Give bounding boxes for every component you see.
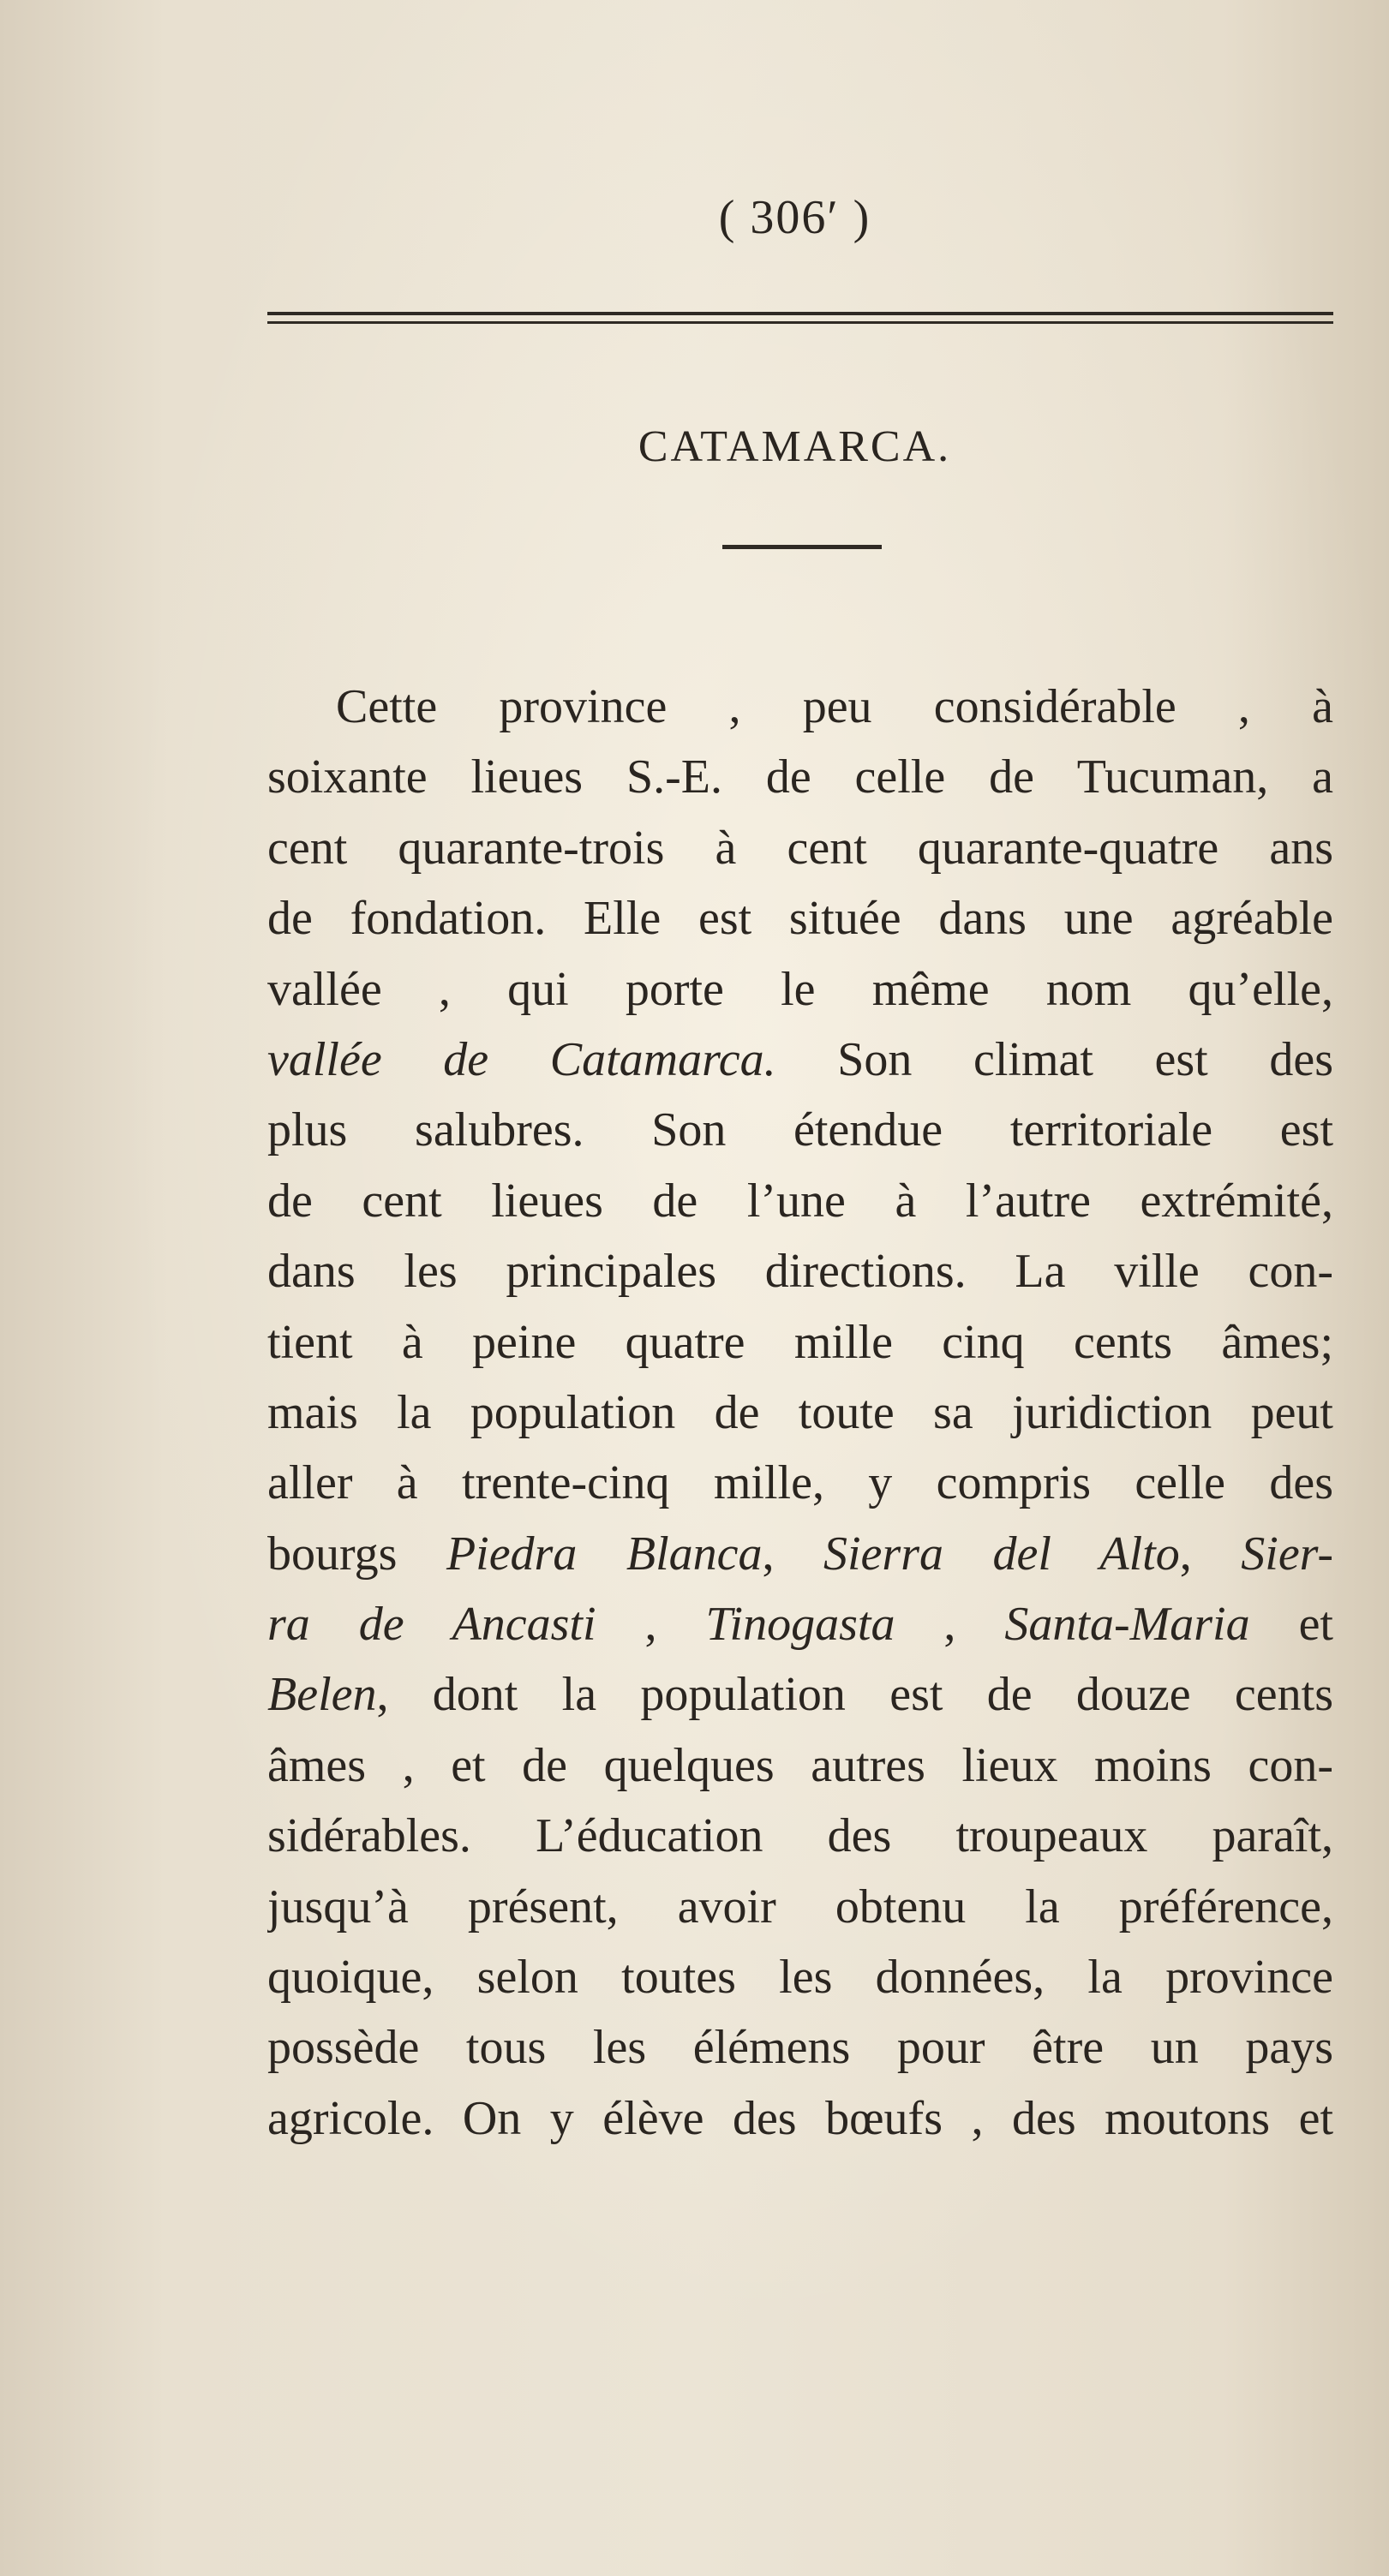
italic-segment: Sierra del Alto [823,1527,1180,1581]
text-segment: , dont la population est de douze cents [376,1668,1333,1722]
text-segment: et [1249,1598,1333,1652]
text-line [267,1307,1333,1378]
text-segment: de cent lieues de l’une à l’autre extrémité, [267,1174,1333,1228]
text-line [267,1801,1333,1871]
text-line [267,1942,1333,2012]
text-line [267,1378,1333,1448]
text-segment: aller à trente-cinq mille, y compris celle des [267,1456,1333,1510]
text-line [267,1519,1333,1589]
text-segment: de fondation. Elle est située dans une agréable [267,892,1333,946]
text-line [267,742,1333,812]
text-segment: dans les principales directions. La ville con- [267,1245,1333,1299]
text-line [267,954,1333,1025]
text-line [267,1872,1333,1942]
text-line [267,1448,1333,1518]
text-line [267,1025,1333,1095]
heading-short-rule [722,545,882,549]
text-segment: Son climat est des [775,1032,1333,1086]
text-segment: bourgs [267,1527,446,1581]
text-line [267,1236,1333,1306]
text-line [267,672,1333,742]
italic-segment: Piedra Blanca [446,1527,763,1581]
italic-segment: Sier- [1241,1527,1333,1581]
italic-segment: Belen [267,1668,377,1722]
text-line [267,1095,1333,1165]
text-line [267,1730,1333,1801]
body-paragraph [267,672,1333,2154]
text-segment: quoique, selon toutes les données, la province [267,1951,1333,2005]
italic-segment: Tinogasta [705,1598,895,1652]
italic-segment: ra de Ancasti [267,1598,596,1652]
text-segment: mais la population de toute sa juridiction peut [267,1385,1333,1439]
text-line [267,1589,1333,1659]
text-line [267,1659,1333,1730]
text-line [267,2012,1333,2083]
text-segment: agricole. On y élève des bœufs , des moutons et [267,2091,1333,2145]
text-segment: , [895,1598,1005,1652]
text-line [267,813,1333,883]
text-segment: vallée , qui porte le même nom qu’elle, [267,962,1333,1016]
text-segment: possède tous les élémens pour être un pays [267,2021,1333,2075]
text-segment: , [596,1598,706,1652]
text-segment: plus salubres. Son étendue territoriale est [267,1103,1333,1157]
section-heading: CATAMARCA. [638,422,952,471]
text-line [267,883,1333,953]
header-double-rule [267,312,1333,324]
italic-segment: Santa-Maria [1004,1598,1250,1652]
text-segment: jusqu’à présent, avoir obtenu la préférence, [267,1880,1333,1933]
text-segment: , [762,1527,823,1581]
text-segment: sidérables. L’éducation des troupeaux paraît, [267,1809,1333,1863]
page-number: ( 306′ ) [718,191,871,244]
text-segment: soixante lieues S.-E. de celle de Tucuman, a [267,750,1333,804]
text-segment: âmes , et de quelques autres lieux moins con- [267,1738,1333,1792]
text-segment: cent quarante-trois à cent quarante-quatre ans [267,821,1333,875]
text-segment: , [1179,1527,1242,1581]
text-line [267,1166,1333,1236]
text-segment: Cette province , peu considérable , à [336,680,1333,733]
text-segment: tient à peine quatre mille cinq cents âmes; [267,1315,1333,1369]
text-line [267,2083,1333,2154]
italic-segment: vallée de Catamarca. [267,1032,776,1086]
